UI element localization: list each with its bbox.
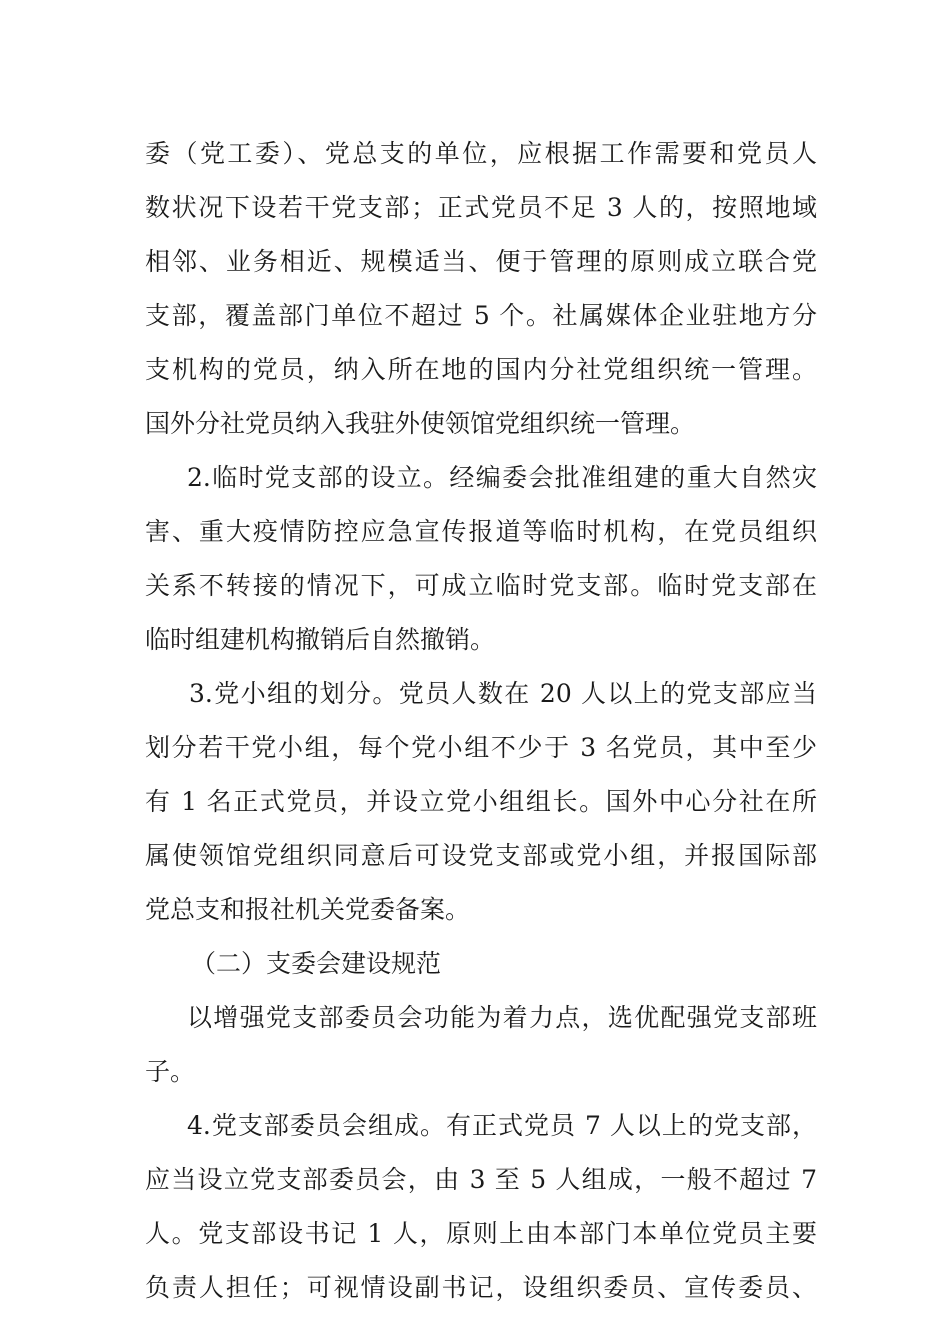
text-line: 国外分社党员纳入我驻外使领馆党组织统一管理。 [145,409,696,438]
heading-text: （二）支委会建设规范 [191,949,442,978]
text-line: 2.临时党支部的设立。经编委会批准组建的重大自然灾 [187,463,817,492]
text-line: 临时组建机构撤销后自然撤销。 [145,625,496,654]
paragraph-intro [145,991,817,1099]
text-line: 害、重大疫情防控应急宣传报道等临时机构，在党员组织 [145,517,817,546]
text-line: 党总支和报社机关党委备案。 [145,895,471,924]
document-body [145,127,817,1315]
text-line: 相邻、业务相近、规模适当、便于管理的原则成立联合党 [145,247,817,276]
text-line: 划分若干党小组，每个党小组不少于 3 名党员，其中至少 [145,733,817,762]
paragraph-item-4 [145,1099,817,1315]
text-line: 有 1 名正式党员，并设立党小组组长。国外中心分社在所 [145,787,817,816]
section-heading [145,937,817,991]
text-line: 以增强党支部委员会功能为着力点，选优配强党支部班 [187,1003,817,1032]
paragraph-item-2 [145,451,817,667]
text-line: 4.党支部委员会组成。有正式党员 7 人以上的党支部， [187,1111,817,1140]
text-line: 负责人担任；可视情设副书记，设组织委员、宣传委员、 [145,1273,817,1302]
text-line: 属使领馆党组织同意后可设党支部或党小组，并报国际部 [145,841,817,870]
text-line: 人。党支部设书记 1 人，原则上由本部门本单位党员主要 [145,1219,817,1248]
paragraph-continuation [145,127,817,451]
text-line: 数状况下设若干党支部；正式党员不足 3 人的，按照地域 [145,193,817,222]
text-line: 3.党小组的划分。党员人数在 20 人以上的党支部应当 [189,679,817,708]
text-line: 子。 [145,1057,196,1086]
paragraph-item-3 [145,667,817,937]
text-line: 支机构的党员，纳入所在地的国内分社党组织统一管理。 [145,355,817,384]
text-line: 委（党工委）、党总支的单位，应根据工作需要和党员人 [145,139,817,168]
text-line: 应当设立党支部委员会，由 3 至 5 人组成，一般不超过 7 [145,1165,817,1194]
text-line: 支部，覆盖部门单位不超过 5 个。社属媒体企业驻地方分 [145,301,817,330]
text-line: 关系不转接的情况下，可成立临时党支部。临时党支部在 [145,571,817,600]
